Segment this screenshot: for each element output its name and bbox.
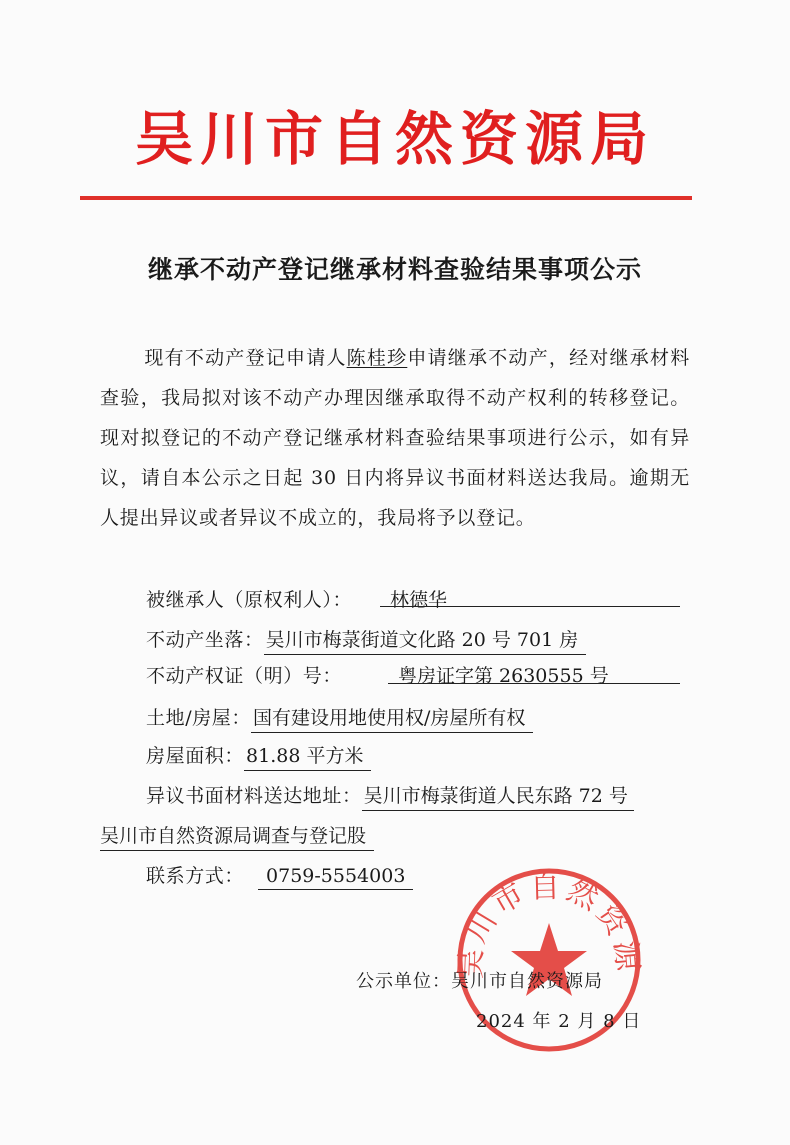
paragraph-text-b: 申请继承不动产，经对继承材料查验，我局拟对该不动产办理因继承取得不动产权利的转移登记。现对拟登记的不动产登记继承材料查验结果事项进行公示，如有异议，请自本公示之日起 30 日内将异议书面材料送达我局。逾期无人提出异议或者异议不成立的，我局将予以登记。 bbox=[100, 347, 690, 529]
address-row bbox=[146, 781, 634, 811]
unit-name: 吴川市自然资源局 bbox=[451, 971, 603, 992]
address-row-2 bbox=[100, 821, 374, 851]
contact-value: 0759-5554003 bbox=[258, 865, 413, 890]
letterhead: 吴川市自然资源局 bbox=[134, 105, 655, 173]
area-row bbox=[146, 741, 371, 771]
heir-label: 被继承人（原权利人）： bbox=[146, 589, 353, 611]
area-value: 81.88 平方米 bbox=[244, 741, 371, 771]
location-value: 吴川市梅菉街道文化路 20 号 701 房 bbox=[264, 625, 587, 655]
type-row bbox=[146, 703, 533, 733]
contact-row bbox=[146, 861, 413, 890]
document-title: 继承不动产登记继承材料查验结果事项公示 bbox=[147, 255, 642, 284]
contact-label: 联系方式： bbox=[146, 865, 245, 887]
notice-paragraph bbox=[100, 338, 690, 538]
type-value: 国有建设用地使用权/房屋所有权 bbox=[251, 703, 533, 733]
applicant-name: 陈桂珍 bbox=[346, 347, 408, 369]
cert-row bbox=[146, 661, 342, 688]
seal-text: 吴川市自然资源 bbox=[454, 869, 644, 980]
type-label: 土地/房屋： bbox=[146, 707, 252, 729]
address-value-line1: 吴川市梅菉街道人民东路 72 号 bbox=[362, 781, 634, 811]
cert-value: 粤房证字第 2630555 号 bbox=[398, 665, 609, 687]
location-label: 不动产坐落： bbox=[146, 629, 264, 651]
address-value-line2: 吴川市自然资源局调查与登记股 bbox=[100, 821, 374, 851]
signature-unit bbox=[356, 967, 603, 993]
paragraph-text-a: 现有不动产登记申请人 bbox=[144, 347, 347, 369]
heir-value: 林德华 bbox=[390, 589, 448, 611]
heir-row bbox=[146, 585, 352, 612]
cert-underline bbox=[388, 683, 680, 684]
area-label: 房屋面积： bbox=[146, 745, 245, 767]
heir-underline bbox=[380, 606, 680, 607]
unit-label: 公示单位： bbox=[356, 971, 451, 992]
red-divider-rule bbox=[80, 196, 692, 200]
address-label: 异议书面材料送达地址： bbox=[146, 785, 362, 807]
cert-label: 不动产权证（明）号： bbox=[146, 665, 343, 687]
location-row bbox=[146, 625, 586, 655]
signature-date: 2024 年 2 月 8 日 bbox=[476, 1011, 642, 1032]
